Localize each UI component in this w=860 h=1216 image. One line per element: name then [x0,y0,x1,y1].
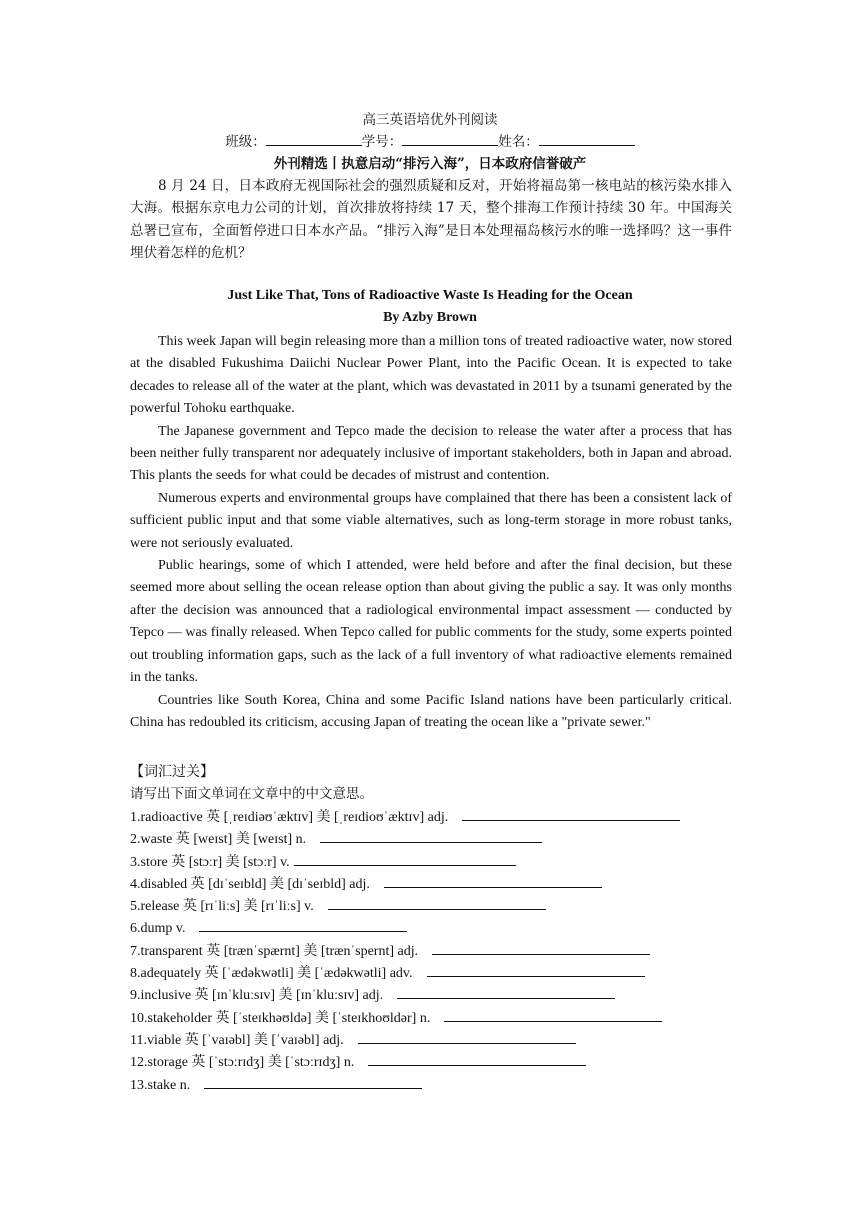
answer-blank[interactable] [432,940,650,955]
article-paragraph: Public hearings, some of which I attended, were held before and after the final decision, but these seemed more about selling the ocean release option than about giving the public a say. It was only months after the decision was announced that a radiological environmental impact assessment — conducted by Tepco — was finally released. When Tepco called for public comments for the study, some experts pointed out troubling information gaps, such as the lack of a full inventory of what radioactive elements remained in the tanks. [130,558,732,686]
article-paragraph: Countries like South Korea, China and some Pacific Island nations have been particularly critical. China has redoubled its criticism, accusing Japan of treating the ocean like a "private sewer." [130,692,732,730]
vocab-list [130,806,680,1096]
answer-blank[interactable] [427,962,645,977]
vocab-item [130,917,680,939]
worksheet-title: 高三英语培优外刊阅读 [362,112,498,128]
vocab-item [130,1074,680,1096]
vocab-item [130,962,680,984]
name-blank[interactable] [539,131,635,146]
vocab-item [130,873,680,895]
article-subtitle: 外刊精选丨执意启动“排污入海”，日本政府信誉破产 [273,156,587,172]
vocab-heading: 【词汇过关】 [130,764,214,780]
student-id-label: 学号： [361,134,403,150]
vocab-term: 3.store 英 [stɔːr] 美 [stɔːr] v. [130,854,290,870]
intro-paragraph [130,175,732,265]
vocab-term: 8.adequately 英 [ˈædəkwətli] 美 [ˈædəkwətli] adv. [130,966,413,982]
vocab-term: 5.release 英 [rɪˈliːs] 美 [rɪˈliːs] v. [130,899,314,915]
vocab-item [130,828,680,850]
answer-blank[interactable] [462,806,680,821]
vocab-term: 2.waste 英 [weɪst] 美 [weɪst] n. [130,832,307,848]
student-info-line [0,130,860,150]
vocab-term: 13.stake n. [130,1077,191,1093]
answer-blank[interactable] [444,1007,662,1022]
vocab-item [130,1029,680,1051]
vocab-term: 11.viable 英 [ˈvaɪəbl] 美 [ˈvaɪəbl] adj. [130,1032,344,1048]
answer-blank[interactable] [358,1029,576,1044]
article-paragraph: Numerous experts and environmental groups have complained that there has been a consistent lack of sufficient public input and that some viable alternatives, such as long-term storage in more robust tanks, were not seriously evaluated. [130,490,732,551]
answer-blank[interactable] [320,828,542,843]
vocab-term: 9.inclusive 英 [ɪnˈkluːsɪv] 美 [ɪnˈkluːsɪv] adj. [130,988,384,1004]
name-label: 姓名： [498,134,539,150]
answer-blank[interactable] [384,873,602,888]
vocab-term: 6.dump v. [130,921,186,937]
vocab-term: 4.disabled 英 [dɪˈseɪbld] 美 [dɪˈseɪbld] adj. [130,876,370,892]
article-paragraph: This week Japan will begin releasing more than a million tons of treated radioactive water, now stored at the disabled Fukushima Daiichi Nuclear Power Plant, into the Pacific Ocean. It is expected to take decades to release all of the water at the plant, which was devastated in 2011 by a tsunami generated by the powerful Tohoku earthquake. [130,334,732,417]
answer-blank[interactable] [204,1074,422,1089]
vocab-term: 1.radioactive 英 [ˌreɪdiəʊˈæktɪv] 美 [ˌreɪdioʊˈæktɪv] adj. [130,810,449,825]
answer-blank[interactable] [397,984,615,999]
answer-blank[interactable] [328,895,546,910]
vocab-item [130,984,680,1006]
intro-text: 8 月 24 日，日本政府无视国际社会的强烈质疑和反对，开始将福岛第一核电站的核污染水排入大海。根据东京电力公司的计划，首次排放将持续 17 天，整个排海工作预计持续 30 年。中国海关总署已宣布，全面暂停进口日本水产品。“排污入海”是日本处理福岛核污水的唯一选择吗？这一事件埋伏着怎样的危机？ [130,178,732,262]
answer-blank[interactable] [294,851,516,866]
vocab-item [130,940,680,962]
article-body [130,331,732,734]
vocab-item [130,806,680,828]
vocab-item [130,851,680,873]
vocab-item [130,1007,680,1029]
student-id-blank[interactable] [402,131,498,146]
vocab-item [130,1051,680,1073]
answer-blank[interactable] [368,1051,586,1066]
class-label: 班级： [225,134,266,150]
vocab-item [130,895,680,917]
answer-blank[interactable] [199,917,407,932]
vocab-instruction: 请写出下面文单词在文章中的中文意思。 [130,786,373,802]
vocab-term: 7.transparent 英 [trænˈspærnt] 美 [trænˈspernt] adj. [130,943,419,959]
vocab-term: 12.storage 英 [ˈstɔːrɪdʒ] 美 [ˈstɔːrɪdʒ] n. [130,1055,355,1071]
article-paragraph: The Japanese government and Tepco made the decision to release the water after a process that has been neither fully transparent nor adequately inclusive of important stakeholders, both in Japan and abroad. This plants the seeds for what could be decades of mistrust and contention. [130,423,732,484]
article-byline: By Azby Brown [383,310,477,325]
article-title: Just Like That, Tons of Radioactive Waste Is Heading for the Ocean [227,288,633,303]
class-blank[interactable] [266,131,362,146]
vocab-term: 10.stakeholder 英 [ˈsteɪkhəʊldə] 美 [ˈsteɪkhoʊldər] n. [130,1010,431,1026]
